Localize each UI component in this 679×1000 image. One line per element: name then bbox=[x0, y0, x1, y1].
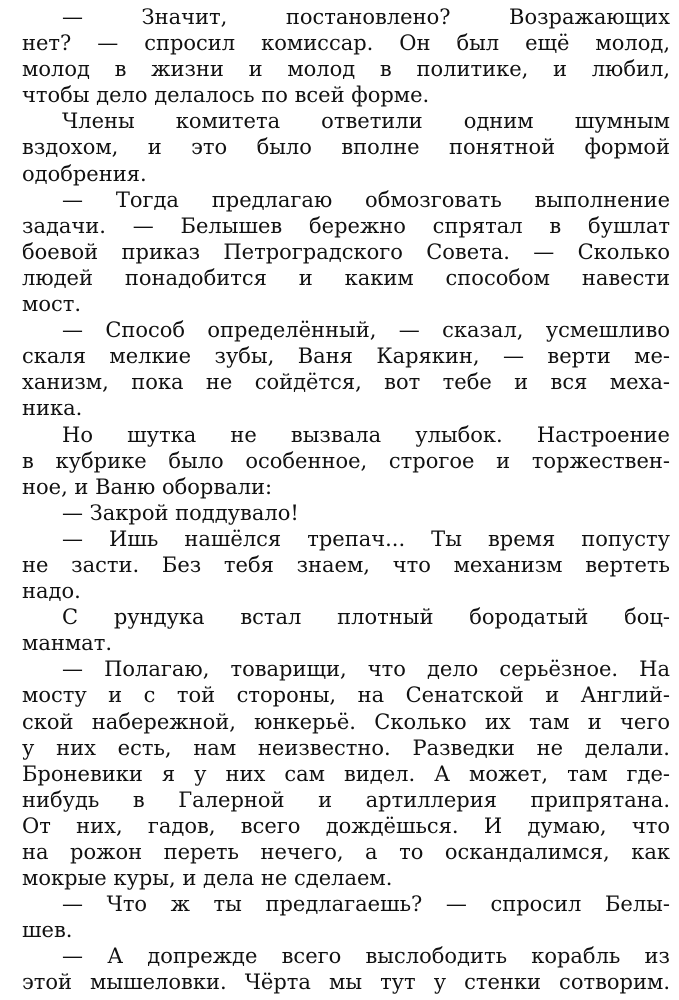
text-line: скаля мелкие зубы, Ваня Карякин, — верти ме- bbox=[22, 344, 670, 369]
text-line: От них, гадов, всего дождёшься. И думаю, что bbox=[22, 813, 670, 838]
text-line: мост. bbox=[22, 292, 82, 317]
text-line: ханизм, пока не сойдётся, вот тебе и вся меха- bbox=[22, 370, 670, 395]
text-line: Члены комитета ответили одним шумным bbox=[62, 109, 670, 134]
text-line: — А допрежде всего выслободить корабль из bbox=[62, 944, 670, 969]
text-line: — Тогда предлагаю обмозговать выполнение bbox=[62, 187, 670, 212]
text-line: Но шутка не вызвала улыбок. Настроение bbox=[62, 422, 670, 447]
text-line: у них есть, нам неизвестно. Разведки не делали. bbox=[22, 735, 670, 760]
text-line: С рундука встал плотный бородатый боц- bbox=[62, 605, 670, 630]
text-line: ника. bbox=[22, 396, 83, 421]
text-line: нибудь в Галерной и артиллерия припрятана. bbox=[22, 787, 670, 812]
text-line: надо. bbox=[22, 579, 81, 604]
text-line: задачи. — Белышев бережно спрятал в бушлат bbox=[22, 213, 670, 238]
text-line: манмат. bbox=[22, 631, 112, 656]
text-line: вздохом, и это было вполне понятной формой bbox=[22, 135, 670, 160]
text-line: в кубрике было особенное, строгое и торжествен- bbox=[22, 448, 670, 473]
text-line: чтобы дело делалось по всей форме. bbox=[22, 83, 430, 108]
text-line: шев. bbox=[22, 918, 73, 943]
text-line: не засти. Без тебя знаем, что механизм вертеть bbox=[22, 552, 670, 577]
text-line: — Значит, постановлено? Возражающих bbox=[62, 5, 670, 29]
text-line: — Закрой поддувало! bbox=[62, 500, 299, 525]
text-line: ное, и Ваню оборвали: bbox=[22, 474, 273, 499]
text-line: молод в жизни и молод в политике, и любил, bbox=[22, 57, 670, 82]
text-line: на рожон переть нечего, а то оскандалимся, как bbox=[22, 840, 670, 864]
text-line: — Ишь нашёлся трепач... Ты время попусту bbox=[62, 526, 670, 551]
text-line: мосту и с той стороны, на Сенатской и Англий- bbox=[22, 683, 670, 708]
text-line: этой мышеловки. Чёрта мы тут у стенки сотворим. bbox=[22, 970, 670, 995]
text-line: одобрения. bbox=[22, 161, 147, 186]
text-line: Броневики я у них сам видел. А может, там где- bbox=[22, 761, 670, 786]
text-line: — Что ж ты предлагаешь? — спросил Белы- bbox=[62, 892, 670, 917]
book-page-text bbox=[22, 4, 670, 996]
text-line: боевой приказ Петроградского Совета. — Сколько bbox=[22, 239, 670, 264]
text-line: — Полагаю, товарищи, что дело серьёзное. На bbox=[62, 657, 670, 682]
text-line: людей понадобится и каким способом навести bbox=[22, 265, 670, 290]
text-line: нет? — спросил комиссар. Он был ещё молод, bbox=[22, 31, 670, 56]
text-line: мокрые куры, и дела не сделаем. bbox=[22, 866, 393, 891]
text-line: ской набережной, юнкерьё. Сколько их там и чего bbox=[22, 709, 670, 734]
text-line: — Способ определённый, — сказал, усмешливо bbox=[62, 318, 670, 343]
